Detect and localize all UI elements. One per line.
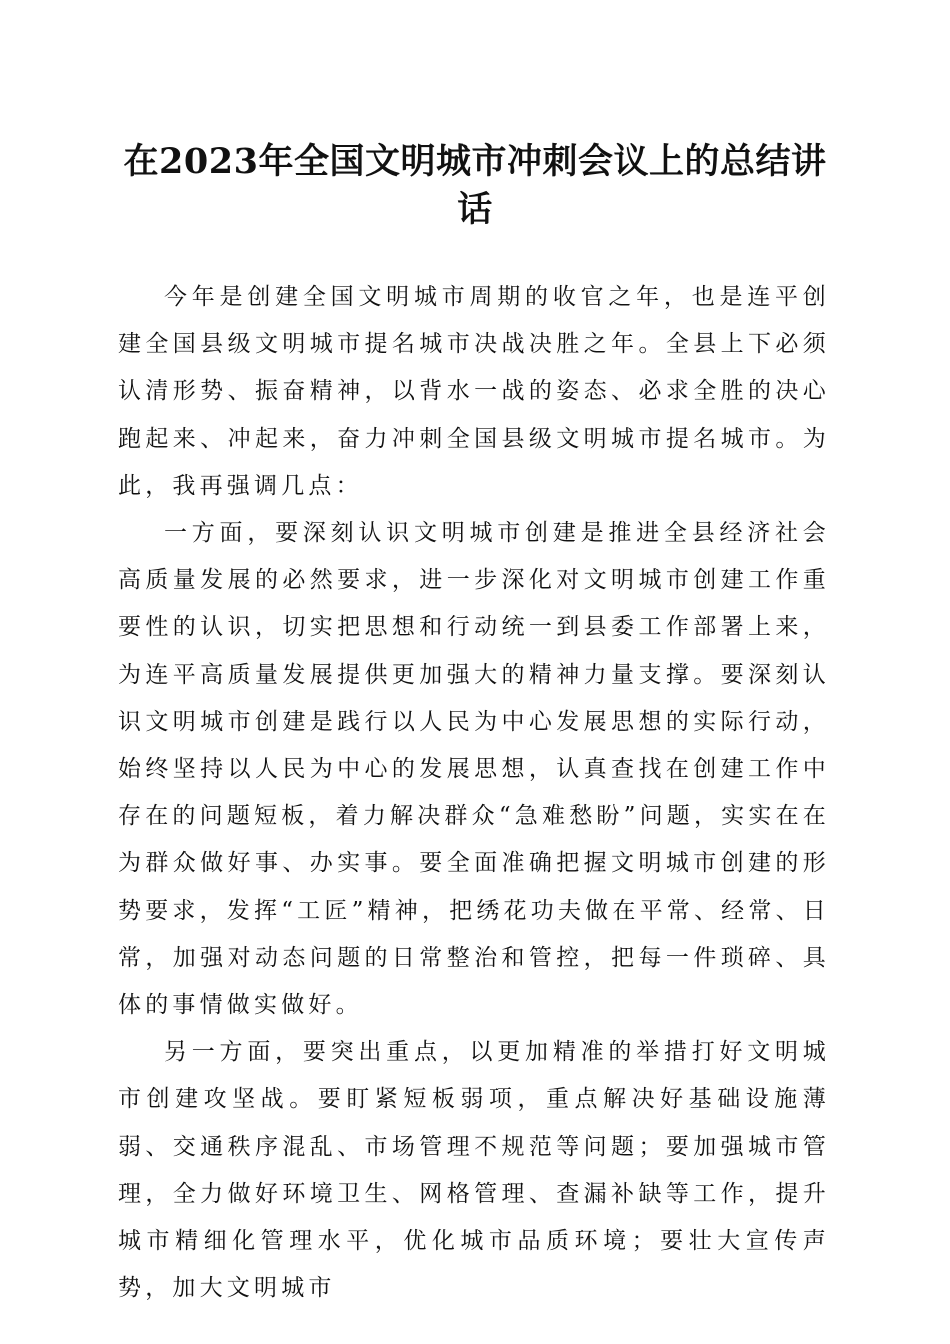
- paragraph-intro: 今年是创建全国文明城市周期的收官之年，也是连平创建全国县级文明城市提名城市决战决胜之年。全县上下必须认清形势、振奋精神，以背水一战的姿态、必求全胜的决心跑起来、冲起来，奋力冲刺全国县级文明城市提名城市。为此，我再强调几点：: [118, 284, 830, 499]
- paragraph-first-aspect: 一方面，要深刻认识文明城市创建是推进全县经济社会高质量发展的必然要求，进一步深化对文明城市创建工作重要性的认识，切实把思想和行动统一到县委工作部署上来，为连平高质量发展提供更加强大的精神力量支撑。要深刻认识文明城市创建是践行以人民为中心发展思想的实际行动，始终坚持以人民为中心的发展思想，认真查找在创建工作中存在的问题短板，着力解决群众“急难愁盼”问题，实实在在为群众做好事、办实事。要全面准确把握文明城市创建的形势要求，发挥“工匠”精神，把绣花功夫做在平常、经常、日常，加强对动态问题的日常整治和管控，把每一件琐碎、具体的事情做实做好。: [118, 520, 830, 1019]
- document-title: 在2023年全国文明城市冲刺会议上的总结讲话: [123, 141, 827, 230]
- document-body: [118, 274, 830, 1312]
- paragraph-second-aspect: 另一方面，要突出重点，以更加精准的举措打好文明城市创建攻坚战。要盯紧短板弱项，重点解决好基础设施薄弱、交通秩序混乱、市场管理不规范等问题；要加强城市管理，全力做好环境卫生、网格管理、查漏补缺等工作，提升城市精细化管理水平，优化城市品质环境；要壮大宣传声势，加大文明城市: [118, 1039, 830, 1302]
